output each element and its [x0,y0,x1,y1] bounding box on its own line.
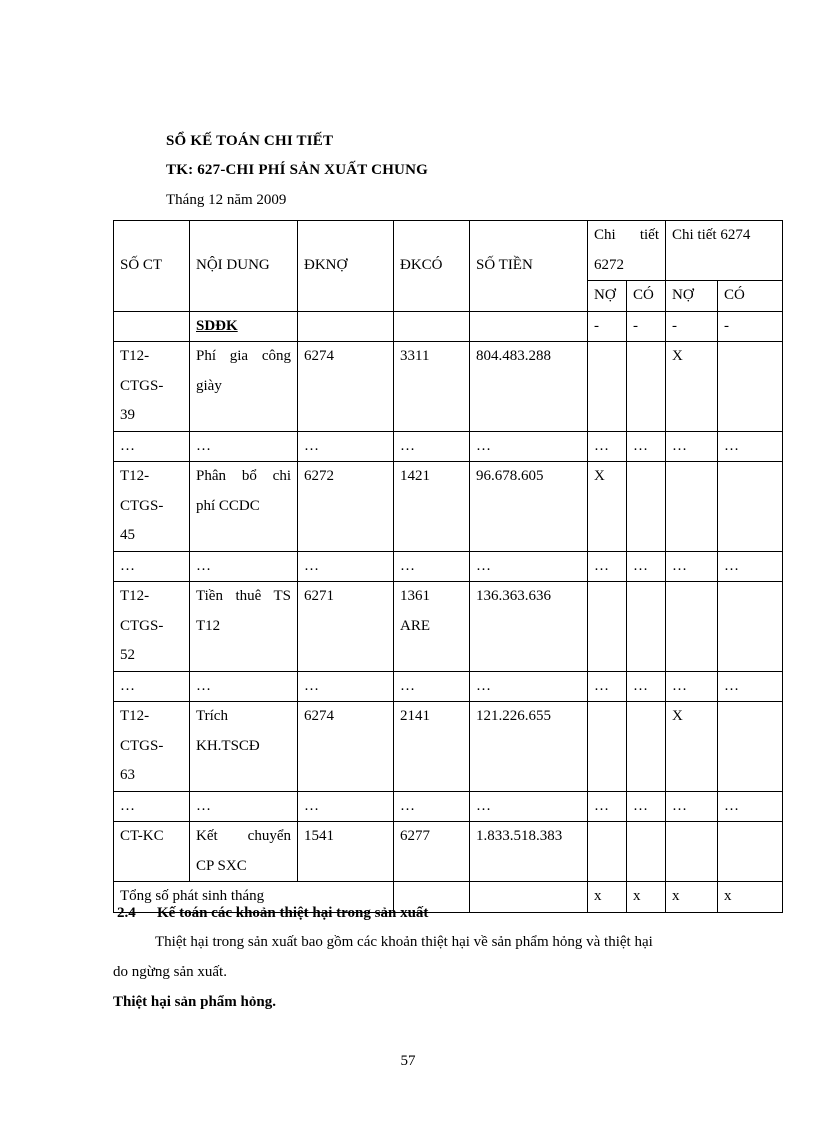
mark-cell: - [718,311,783,342]
dk-co-cell [394,702,470,792]
noi-dung-cell-line: Trích [196,708,228,724]
so-ct-cell-line: CTGS- [120,377,164,394]
mark-cell: - [666,311,718,342]
noi-dung-cell [190,582,298,672]
ellipsis-cell: … [666,671,718,702]
ellipsis-row [114,791,783,822]
ellipsis-row [114,551,783,582]
noi-dung-cell-line: Phí gia công [196,348,291,364]
so-ct-cell-line: T12- [120,468,150,484]
so-ct-cell-line: 63 [120,767,135,783]
so-tien-cell: 1.833.518.383 [470,822,588,882]
ellipsis-cell: … [666,791,718,822]
noi-dung-cell-line: T12 [196,617,221,634]
so-ct-cell [114,342,190,432]
so-tien-cell: 804.483.288 [470,342,588,432]
paragraph-line: Thiệt hại trong sản xuất bao gồm các khoản thiệt hại về sản phẩm hỏng và thiệt hại [155,934,653,950]
ellipsis-row [114,671,783,702]
ellipsis-cell: … [718,551,783,582]
mark-cell: - [588,311,627,342]
mark-cell [627,822,666,882]
dk-co-cell-line: 1421 [400,468,430,484]
ellipsis-cell: … [394,791,470,822]
ellipsis-cell: … [627,791,666,822]
so-ct-cell-line: 45 [120,527,135,543]
ellipsis-cell: … [718,431,783,462]
mark-cell [666,822,718,882]
ellipsis-cell: … [394,551,470,582]
paragraph-line: do ngừng sản xuất. [113,964,227,980]
dk-co-cell [394,462,470,552]
ellipsis-cell: … [718,791,783,822]
ellipsis-cell: … [588,551,627,582]
ellipsis-cell: … [190,551,298,582]
so-ct-cell-line: 52 [120,647,135,663]
noi-dung-cell [190,342,298,432]
ellipsis-cell: … [666,431,718,462]
mark-cell [627,582,666,672]
ellipsis-cell: … [114,431,190,462]
mark-cell: x [627,882,666,913]
mark-cell: x [588,882,627,913]
mark-cell [627,702,666,792]
table-row [114,342,783,432]
col-header-co-6272: CÓ [627,281,666,312]
col-header-chi-tiet-6272 [588,221,666,281]
col-header-so-ct: SỐ CT [114,221,190,312]
table-row [114,582,783,672]
sddk-label: SDĐK [190,311,298,342]
mark-cell [588,342,627,432]
sddk-row [114,311,783,342]
mark-cell [718,582,783,672]
so-ct-cell-line: T12- [120,588,150,604]
mark-cell [588,702,627,792]
cell [394,311,470,342]
col-header-no-6272: NỢ [588,281,627,312]
ellipsis-cell: … [588,791,627,822]
ellipsis-cell: … [394,431,470,462]
cell [114,311,190,342]
so-ct-cell-line: CTGS- [120,617,164,634]
so-ct-cell-line: T12- [120,348,150,364]
dk-co-cell-line: 2141 [400,708,430,724]
ellipsis-cell: … [588,671,627,702]
dk-no-cell: 6274 [298,702,394,792]
ellipsis-cell: … [470,431,588,462]
mark-cell [588,582,627,672]
account-title: TK: 627-CHI PHÍ SẢN XUẤT CHUNG [166,162,428,178]
noi-dung-cell-line: Tiền thuê TS [196,588,291,604]
dk-no-cell: 6274 [298,342,394,432]
so-ct-cell-line: CTGS- [120,737,164,754]
ellipsis-cell: … [627,551,666,582]
ellipsis-cell: … [298,431,394,462]
ellipsis-cell: … [190,791,298,822]
cell [470,311,588,342]
so-ct-cell [114,822,190,882]
ellipsis-cell: … [114,671,190,702]
ellipsis-cell: … [298,791,394,822]
ellipsis-cell: … [470,791,588,822]
dk-co-cell-line: 3311 [400,348,430,364]
table-row [114,702,783,792]
noi-dung-cell-line: Kết chuyển [196,828,291,844]
mark-cell [718,702,783,792]
ellipsis-cell: … [114,791,190,822]
col-header-no-6274: NỢ [666,281,718,312]
noi-dung-cell-line: CP SXC [196,857,247,874]
noi-dung-cell [190,822,298,882]
so-ct-cell-line: T12- [120,708,150,724]
dk-no-cell: 6271 [298,582,394,672]
so-ct-cell [114,702,190,792]
noi-dung-cell-line: KH.TSCĐ [196,737,260,754]
table-row [114,822,783,882]
dk-co-cell-line: 1361 [400,588,430,604]
dk-co-cell [394,582,470,672]
mark-cell [666,462,718,552]
ellipsis-cell: … [114,551,190,582]
mark-cell [627,462,666,552]
noi-dung-cell [190,462,298,552]
total-label: Tổng số phát sinh tháng [114,882,394,913]
ellipsis-cell: … [298,671,394,702]
section-heading [117,905,428,922]
dk-co-cell-line: 6277 [400,828,430,844]
mark-cell: x [666,882,718,913]
table-row [114,462,783,552]
mark-cell [627,342,666,432]
col-header-co-6274: CÓ [718,281,783,312]
dk-no-cell: 1541 [298,822,394,882]
so-ct-cell-line: CT-KC [120,828,164,844]
mark-cell: X [666,702,718,792]
page-number: 57 [400,1053,416,1069]
so-ct-cell-line: CTGS- [120,497,164,514]
ellipsis-cell: … [298,551,394,582]
chi-tiet-6272-code: 6272 [594,256,624,273]
so-ct-cell-line: 39 [120,407,135,423]
ellipsis-cell: … [627,431,666,462]
ellipsis-cell: … [190,671,298,702]
ellipsis-cell: … [470,671,588,702]
dk-co-cell [394,342,470,432]
ellipsis-cell: … [718,671,783,702]
mark-cell: X [666,342,718,432]
mark-cell: x [718,882,783,913]
section-title: Kế toán các khoản thiệt hại trong sản xuất [157,905,429,921]
ellipsis-cell: … [470,551,588,582]
col-header-noi-dung: NỘI DUNG [190,221,298,312]
noi-dung-cell-line: phí CCDC [196,497,260,514]
mark-cell: X [588,462,627,552]
ellipsis-cell: … [190,431,298,462]
ellipsis-row [114,431,783,462]
col-header-dk-co: ĐKCÓ [394,221,470,312]
ellipsis-cell: … [588,431,627,462]
period-label: Tháng 12 năm 2009 [166,192,287,208]
so-tien-cell: 136.363.636 [470,582,588,672]
noi-dung-cell [190,702,298,792]
cell [298,311,394,342]
subheading: Thiệt hại sản phẩm hỏng. [113,994,276,1010]
mark-cell [718,462,783,552]
ellipsis-cell: … [666,551,718,582]
col-header-dk-no: ĐKNỢ [298,221,394,312]
so-ct-cell [114,582,190,672]
col-header-so-tien: SỐ TIỀN [470,221,588,312]
mark-cell [718,822,783,882]
header-row [114,221,783,281]
col-header-chi-tiet-6274: Chi tiết 6274 [666,221,783,281]
dk-co-cell-line: ARE [400,617,430,634]
so-ct-cell [114,462,190,552]
ledger-table [113,220,783,913]
ellipsis-cell: … [627,671,666,702]
dk-co-cell [394,822,470,882]
mark-cell [718,342,783,432]
so-tien-cell: 121.226.655 [470,702,588,792]
dk-no-cell: 6272 [298,462,394,552]
mark-cell [666,582,718,672]
mark-cell [588,822,627,882]
chi-tiet-6272-label: Chi tiết [594,227,659,243]
ledger-title: SỔ KẾ TOÁN CHI TIẾT [166,133,334,149]
cell [470,882,588,913]
noi-dung-cell-line: giày [196,377,222,394]
so-tien-cell: 96.678.605 [470,462,588,552]
ellipsis-cell: … [394,671,470,702]
noi-dung-cell-line: Phân bổ chi [196,468,291,484]
mark-cell: - [627,311,666,342]
section-number: 2.4 [117,905,136,921]
